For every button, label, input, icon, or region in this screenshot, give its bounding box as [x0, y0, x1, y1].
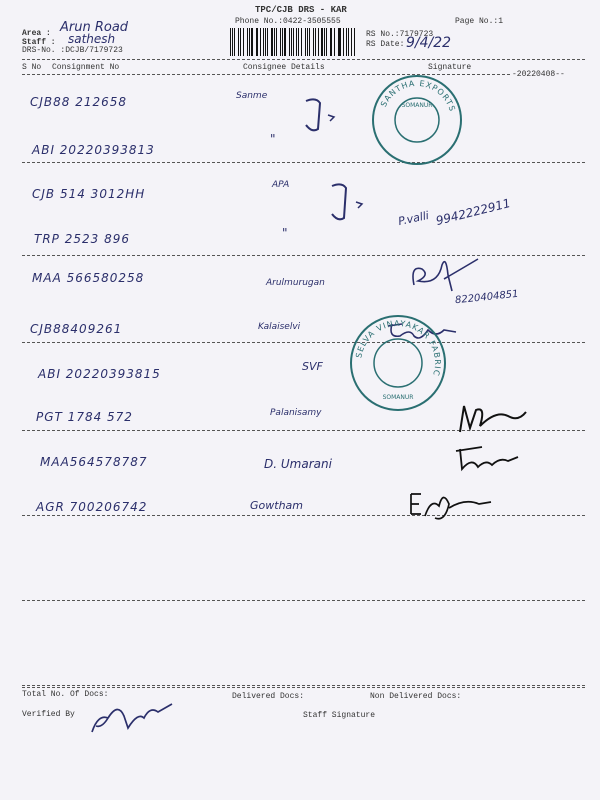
consignee-name: Gowtham	[250, 499, 303, 512]
header-divider	[22, 59, 585, 60]
barcode-bar	[260, 28, 261, 56]
date-tag: -20220408--	[512, 70, 565, 79]
barcode-bar	[301, 28, 302, 56]
consignee-name: APA	[272, 180, 290, 190]
verified-by-label: Verified By	[22, 710, 75, 719]
footer-divider	[22, 685, 585, 686]
report-title: TPC/CJB DRS - KAR	[255, 5, 347, 15]
stamp-top-text: SOMANUR	[401, 102, 433, 109]
consignment-number: TRP 2523 896	[34, 232, 130, 246]
consignee-name: Sanme	[236, 91, 268, 101]
non-delivered-docs-label: Non Delivered Docs:	[370, 692, 462, 701]
consignee-name: "	[270, 132, 276, 146]
rs-date-label: RS Date:	[366, 40, 405, 49]
consignment-number: PGT 1784 572	[36, 410, 133, 424]
rs-date-value: 9/4/22	[406, 35, 452, 51]
row-divider	[22, 342, 585, 343]
column-consignment: Consignment No	[52, 63, 120, 72]
barcode-bar	[309, 28, 310, 56]
row-divider	[22, 162, 585, 163]
receiver-phone: 9942222911	[434, 195, 512, 229]
barcode-bar	[296, 28, 297, 56]
barcode-bar	[276, 28, 277, 56]
page-number: Page No.:1	[455, 17, 504, 26]
consignee-name: D. Umarani	[264, 457, 332, 471]
staff-signature-label: Staff Signature	[303, 711, 376, 720]
barcode-bar	[346, 28, 347, 56]
stamp-ring-text: SELVA VINAYAKAR FABRIC	[354, 318, 443, 378]
consignment-number: ABI 20220393813	[32, 143, 155, 157]
row-divider	[22, 687, 585, 688]
verifier-signature-icon	[88, 698, 178, 738]
staff-label: Staff :	[22, 38, 56, 47]
signature-icon	[328, 180, 368, 225]
barcode-icon	[230, 28, 356, 56]
barcode-bar	[339, 28, 340, 56]
consignment-number: CJB 514 3012HH	[32, 187, 146, 201]
barcode-bar	[243, 28, 244, 56]
consignee-name: Arulmurugan	[266, 278, 325, 288]
consignment-number: AGR 700206742	[36, 500, 148, 514]
barcode-bar	[326, 28, 327, 56]
barcode-bar	[334, 28, 335, 56]
phone-number: Phone No.:0422-3505555	[235, 17, 341, 26]
signature-icon	[456, 402, 536, 437]
columns-divider	[22, 74, 510, 75]
consignee-name: Kalaiselvi	[258, 322, 301, 332]
barcode-bar	[354, 28, 355, 56]
company-stamp	[350, 315, 446, 411]
delivered-docs-label: Delivered Docs:	[232, 692, 305, 701]
signature-icon	[408, 255, 488, 295]
receiver-name: P.valli	[396, 208, 431, 229]
stamp-bottom-text: SOMANUR	[382, 394, 414, 401]
barcode-bar	[313, 28, 314, 56]
barcode-bar	[284, 28, 285, 56]
consignment-number: CJB88409261	[30, 322, 123, 336]
row-divider	[22, 515, 585, 516]
barcode-bar	[271, 28, 272, 56]
svg-text:SELVA VINAYAKAR FABRIC	[354, 319, 442, 377]
rs-number: RS No.:7179723	[366, 30, 434, 39]
consignee-name: Palanisamy	[270, 408, 322, 418]
row-divider	[22, 600, 585, 601]
signature-icon	[405, 488, 495, 528]
staff-value: sathesh	[68, 32, 116, 46]
receiver-phone: 8220404851	[454, 288, 520, 307]
consignment-number: CJB88 212658	[30, 95, 128, 109]
barcode-bar	[251, 28, 252, 56]
barcode-bar	[267, 28, 268, 56]
total-docs-label: Total No. Of Docs:	[22, 690, 109, 699]
barcode-bar	[289, 28, 290, 56]
barcode-bar	[321, 28, 322, 56]
drs-number: DRS-No. :DCJB/7179723	[22, 46, 123, 55]
consignment-number: ABI 20220393815	[38, 367, 161, 381]
column-sno: S No	[22, 63, 42, 72]
area-value: Arun Road	[60, 20, 129, 35]
row-divider	[22, 255, 585, 256]
stamp-ring-text: SANTHA EXPORTS	[379, 78, 457, 114]
consignment-number: MAA 566580258	[32, 271, 145, 285]
consignee-name: SVF	[302, 360, 323, 373]
consignment-number: MAA564578787	[40, 455, 148, 469]
area-label: Area :	[22, 29, 51, 38]
barcode-bar	[238, 28, 239, 56]
barcode-bar	[247, 28, 248, 56]
column-signature: Signature	[428, 63, 472, 72]
consignee-name: "	[282, 226, 288, 240]
signature-icon	[452, 445, 522, 475]
signature-icon	[302, 95, 342, 135]
company-stamp	[372, 75, 462, 165]
barcode-bar	[230, 28, 231, 56]
column-consignee: Consignee Details	[243, 63, 325, 72]
